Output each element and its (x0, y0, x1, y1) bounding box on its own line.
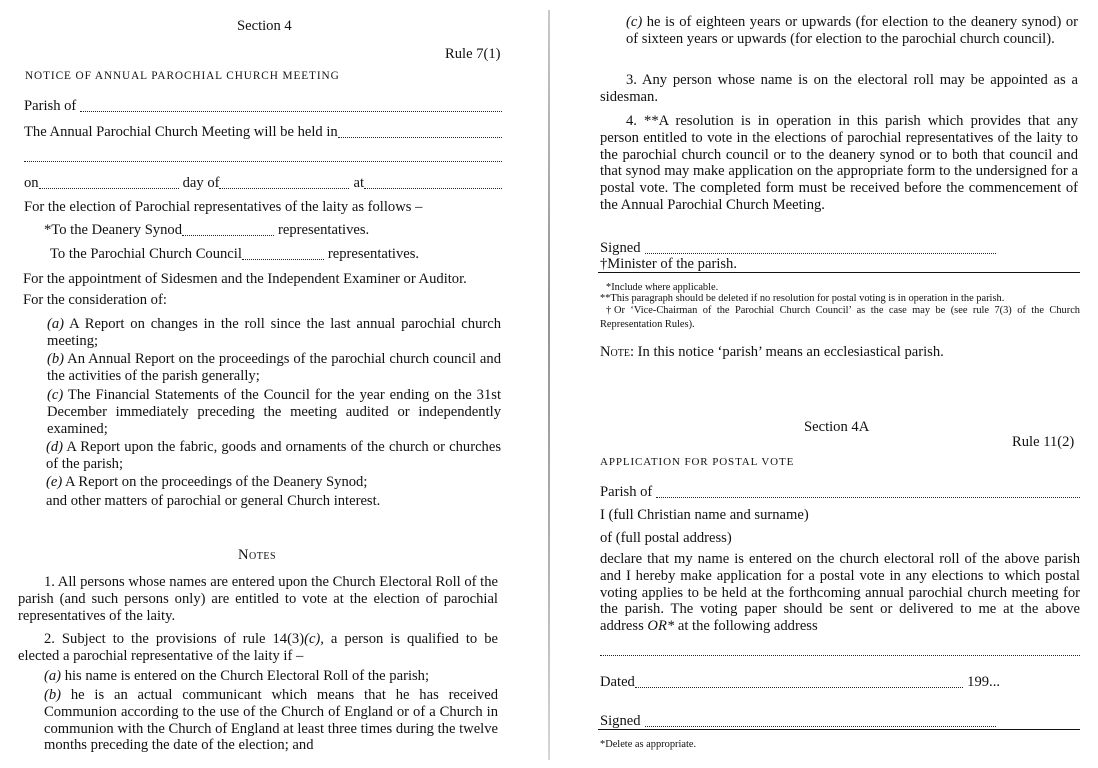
postal-parish-row (600, 484, 1080, 501)
parish-input[interactable] (80, 98, 502, 112)
alternative-address-input[interactable] (600, 642, 1080, 656)
note-1: 1. All persons whose names are entered upon the Church Electoral Roll of the parish (and such persons only) are entitled to vote at the election of parochial representatives of the laity. (18, 574, 498, 624)
meeting-place-input[interactable] (338, 124, 502, 138)
deanery-synod-suffix: representatives. (278, 222, 370, 238)
postal-signed-row (600, 713, 996, 730)
note-2-item-b: (b) he is an actual communicant which means that he has received Communion according to the use of the Church of England or of a Church in communion with the Church of England at least three times during the twelve months preceding the date of the election; and (44, 687, 498, 754)
footnote-3: †Or ‘Vice-Chairman of the Parochial Church Council’ as the case may be (see rule 7(3) of the Church Representation Rules). (600, 305, 1080, 330)
parish-label: Parish of (24, 98, 77, 114)
note-2-item-c: (c) he is of eighteen years or upwards (for election to the deanery synod) or of sixteen years or upwards (for election to the parochial church council). (626, 14, 1078, 47)
appointment-line: For the appointment of Sidesmen and the Independent Examiner or Auditor. (23, 271, 467, 287)
meeting-place-label: The Annual Parochial Church Meeting will be held in (24, 124, 338, 140)
postal-parish-input[interactable] (656, 484, 1080, 498)
at-label: at (353, 175, 365, 191)
time-input[interactable] (364, 175, 502, 189)
divider (598, 272, 1080, 273)
note-3: 3. Any person whose name is on the electoral roll may be appointed as a sidesman. (600, 72, 1078, 105)
consideration-item-d: (d) A Report upon the fabric, goods and ornaments of the church or churches of the parish; (46, 439, 502, 472)
day-of-label: day of (182, 175, 220, 191)
date-input[interactable] (635, 674, 963, 688)
consideration-item-a: (a) A Report on changes in the roll since the last annual parochial church meeting; (47, 316, 502, 349)
delete-footnote: *Delete as appropriate. (600, 739, 697, 750)
section-4a-rule-reference: Rule 11(2) (1012, 434, 1075, 450)
page-gutter (548, 10, 550, 760)
rule-reference: Rule 7(1) (445, 46, 501, 62)
section-4a-form-title: APPLICATION FOR POSTAL VOTE (600, 456, 795, 468)
postal-divider (598, 729, 1080, 730)
footnote-1: *Include where applicable. (606, 282, 719, 293)
full-name-label: I (full Christian name and surname) (600, 507, 809, 523)
deanery-synod-label: *To the Deanery Synod (44, 222, 182, 238)
signed-label: Signed (600, 240, 641, 256)
right-page (558, 0, 1098, 768)
notes-heading: Notes (238, 547, 277, 563)
note-definition: Note: In this notice ‘parish’ means an ecclesiastical parish. (600, 344, 944, 360)
pcc-suffix: representatives. (327, 246, 420, 262)
pcc-count-input[interactable] (242, 246, 324, 260)
consideration-intro: For the consideration of: (23, 292, 167, 308)
consideration-item-b: (b) An Annual Report on the proceedings of the parochial church council and the activities of the parish generally; (47, 351, 501, 384)
postal-declaration: declare that my name is entered on the church electoral roll of the above parish and I hereby make application for a postal vote in any elections to which postal voting applies to be held at the forthcoming annual parochial church meeting for the parish. The voting paper should be sent or delivered to me at the above address OR* at the following address (600, 551, 1080, 635)
minister-label: †Minister of the parish. (600, 256, 737, 272)
on-label: on (24, 175, 39, 191)
pcc-label: To the Parochial Church Council (50, 246, 242, 262)
date-time-row (24, 175, 502, 192)
month-input[interactable] (219, 175, 349, 189)
postal-signature-input[interactable] (645, 713, 996, 727)
footnote-2: **This paragraph should be deleted if no resolution for postal voting is in operation in the parish. (600, 293, 1005, 304)
signature-input[interactable] (645, 240, 996, 254)
postal-parish-label: Parish of (600, 484, 653, 500)
deanery-synod-count-input[interactable] (182, 222, 274, 236)
consideration-item-e: (e) A Report on the proceedings of the Deanery Synod; (46, 474, 368, 490)
note-2-intro: 2. Subject to the provisions of rule 14(3)(c), a person is qualified to be elected a parochial representative of the laity if – (18, 631, 498, 664)
other-matters: and other matters of parochial or general Church interest. (46, 493, 381, 509)
postal-signed-label: Signed (600, 713, 641, 729)
deanery-synod-row (44, 222, 369, 239)
election-intro: For the election of Parochial representatives of the laity as follows – (24, 199, 423, 215)
parish-field-row (24, 98, 502, 115)
dated-row (600, 674, 1000, 691)
meeting-place-row (24, 124, 502, 141)
section-title: Section 4 (237, 18, 292, 34)
full-address-label: of (full postal address) (600, 530, 732, 546)
form-title: NOTICE OF ANNUAL PAROCHIAL CHURCH MEETING (25, 70, 340, 82)
note-4: 4. **A resolution is in operation in this parish which provides that any person entitled to vote in the elections of parochial representatives of the laity to the parochial church council or to the deanery synod or to both that council and that synod may make application on the appropriate form to the undersigned for a postal vote. The completed form must be received before the commencement of the Annual Parochial Church Meeting. (600, 113, 1078, 213)
meeting-place-continuation[interactable] (24, 148, 502, 162)
consideration-item-c: (c) The Financial Statements of the Council for the year ending on the 31st December immediately preceding the meeting audited or independently examined; (47, 387, 501, 437)
day-input[interactable] (39, 175, 179, 189)
dated-label: Dated (600, 674, 635, 690)
pcc-row (50, 246, 419, 263)
left-page (0, 0, 540, 768)
year-suffix: 199... (967, 674, 1000, 690)
note-2-item-a: (a) his name is entered on the Church Electoral Roll of the parish; (44, 668, 430, 684)
section-4a-title: Section 4A (804, 419, 870, 435)
signed-row (600, 240, 996, 257)
